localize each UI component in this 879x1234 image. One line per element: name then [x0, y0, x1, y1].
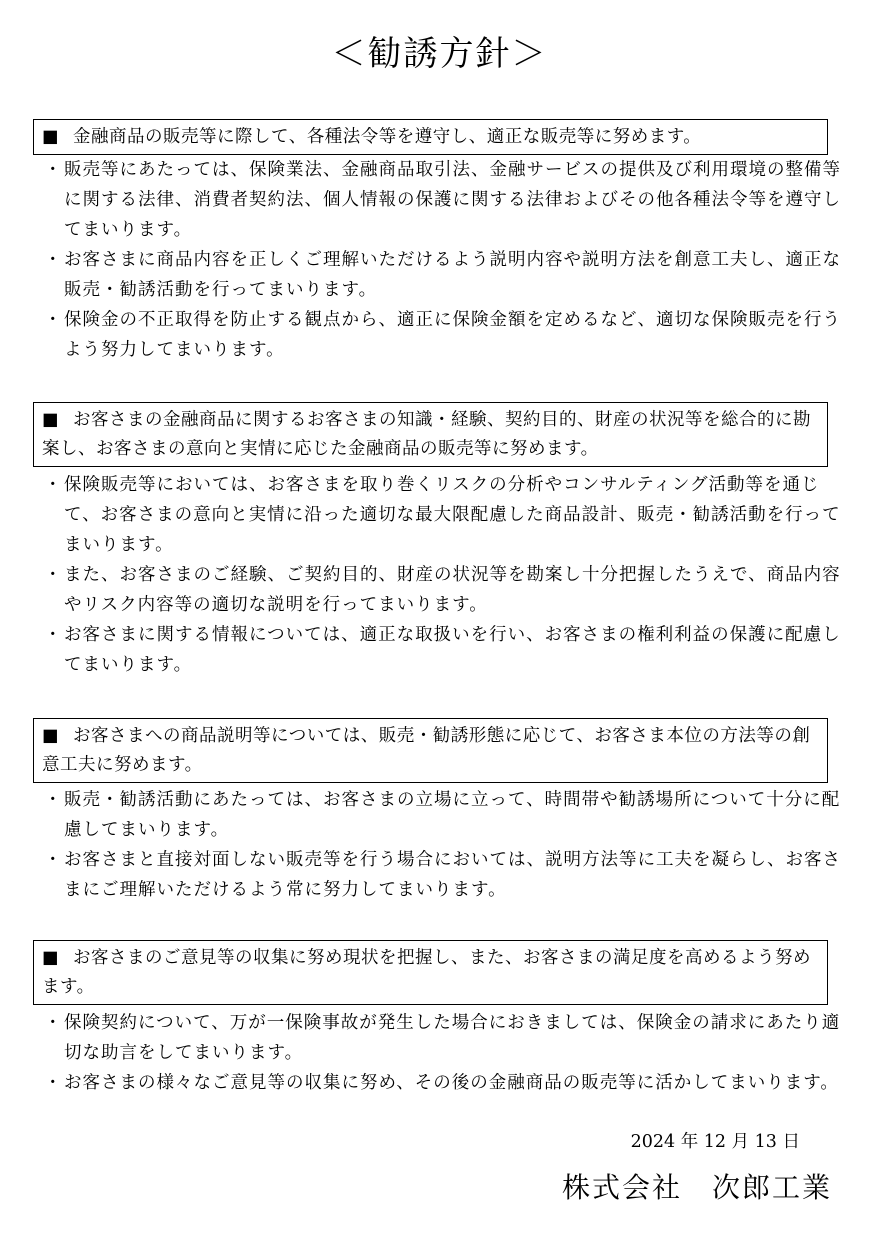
section-heading-text: お客さまへの商品説明等については、販売・勧誘形態に応じて、お客さま本位の方法等の創意工夫に努めます。	[42, 726, 811, 775]
company-name: 株式会社 次郎工業	[561, 1171, 832, 1204]
list-item: ・ 保険契約について、万が一保険事故が発生した場合におきましては、保険金の請求にあたり適切な助言をしてまいります。	[44, 1013, 841, 1063]
page-title: ＜勧誘方針＞	[331, 34, 548, 74]
document-date: 2024 年 12 月 13 日	[630, 1132, 800, 1152]
bullet-list	[42, 1008, 842, 1098]
list-item: ・ また、お客さまのご経験、ご契約目的、財産の状況等を勘案し十分把握したうえで、商品内容やリスク内容等の適切な説明を行ってまいります。	[44, 565, 841, 615]
section-heading-text: 金融商品の販売等に際して、各種法令等を遵守し、適正な販売等に努めます。	[73, 127, 702, 147]
list-item: ・ 販売・勧誘活動にあたっては、お客さまの立場に立って、時間帯や勧誘場所について十分に配慮してまいります。	[44, 790, 841, 840]
list-item: ・ 保険販売等においては、お客さまを取り巻くリスクの分析やコンサルティング活動等を通じて、お客さまの意向と実情に沿った適切な最大限配慮した商品設計、販売・勧誘活動を行ってまいります。	[44, 475, 841, 555]
section-heading-text: お客さまの金融商品に関するお客さまの知識・経験、契約目的、財産の状況等を総合的に勘案し、お客さまの意向と実情に応じた金融商品の販売等に努めます。	[42, 410, 812, 459]
bullet-list	[42, 470, 842, 680]
list-item: ・ お客さまに関する情報については、適正な取扱いを行い、お客さまの権利利益の保護に配慮してまいります。	[44, 625, 841, 675]
square-bullet-icon: ■	[42, 948, 60, 968]
section-heading	[33, 718, 828, 783]
square-bullet-icon: ■	[42, 726, 60, 746]
list-item: ・ 保険金の不正取得を防止する観点から、適正に保険金額を定めるなど、適切な保険販売を行うよう努力してまいります。	[44, 310, 841, 360]
section-heading	[33, 119, 828, 155]
square-bullet-icon: ■	[42, 127, 60, 147]
bullet-list	[42, 155, 842, 365]
list-item: ・ 販売等にあたっては、保険業法、金融商品取引法、金融サービスの提供及び利用環境の整備等に関する法律、消費者契約法、個人情報の保護に関する法律およびその他各種法令等を遵守してまいります。	[44, 160, 841, 240]
list-item: ・ お客さまの様々なご意見等の収集に努め、その後の金融商品の販売等に活かしてまいります。	[44, 1073, 839, 1093]
square-bullet-icon: ■	[42, 410, 60, 430]
section-heading	[33, 402, 828, 467]
list-item: ・ お客さまと直接対面しない販売等を行う場合においては、説明方法等に工夫を凝らし、お客さまにご理解いただけるよう常に努力してまいります。	[44, 850, 841, 900]
list-item: ・ お客さまに商品内容を正しくご理解いただけるよう説明内容や説明方法を創意工夫し、適正な販売・勧誘活動を行ってまいります。	[44, 250, 841, 300]
bullet-list	[42, 785, 842, 905]
section-heading	[33, 940, 828, 1005]
section-heading-text: お客さまのご意見等の収集に努め現状を把握し、また、お客さまの満足度を高めるよう努めます。	[42, 948, 812, 997]
